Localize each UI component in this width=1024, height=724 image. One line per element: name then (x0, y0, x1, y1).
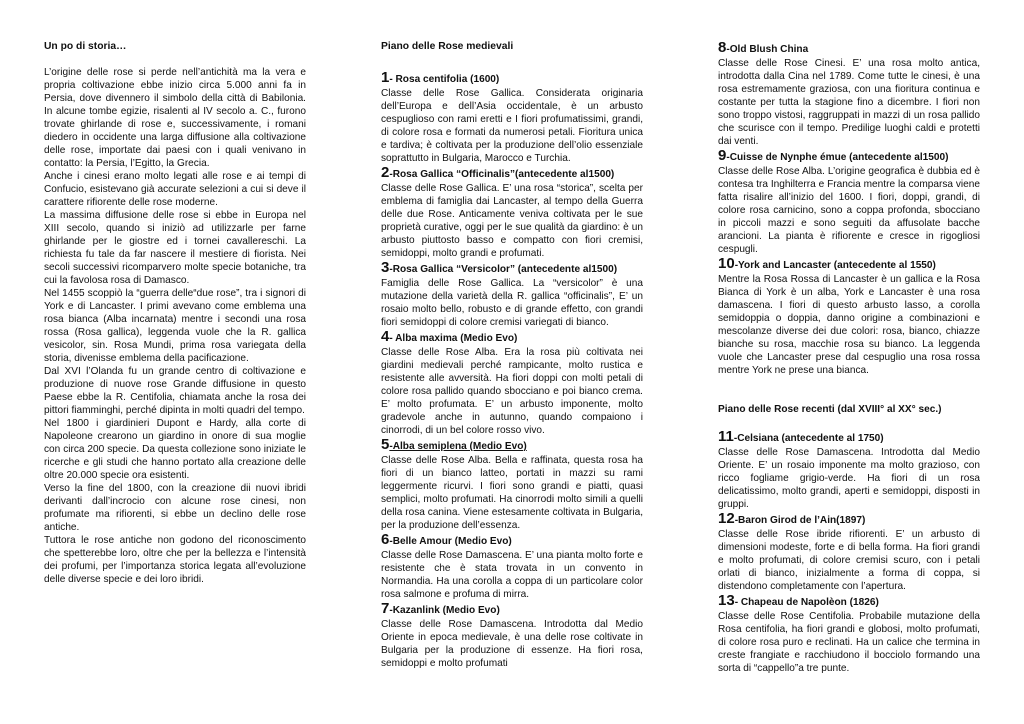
medieval-roses-column (381, 40, 643, 670)
rose-entry-title: 13- Chapeau de Napolèon (1826) (718, 592, 879, 609)
history-paragraph: Dal XVI l’Olanda fu un grande centro di coltivazione e produzione di nuove rose Grande diffusione in questo Paese ebbe la R. Centifolia, chiamata anche la rosa dei pittori fiamminghi, perché dipinta in molti quadri del tempo. (44, 366, 306, 416)
rose-entry-text: Classe delle Rose Centifolia. Probabile mutazione della Rosa centifolia, ha fiori grandi e globosi, molto profumati, di colore rosa puro e reclinati. Ha un calice che termina in creste frangiate e racchiudono il bocciolo formando una sorta di “cappello”a tre punte. (718, 611, 980, 674)
rose-entry-title: 8-Old Blush China (718, 39, 809, 56)
rose-entry-text: Classe delle Rose Cinesi. E’ una rosa molto antica, introdotta dalla Cina nel 1789. Come tutte le cinesi, è una rosa estremamente graziosa, con una fioritura continua e costante per tutta la stagione fino a dicembre. I fiori non sono troppo vistosi, raggruppati in mazzi di un rosa pallido che scurisce con il tempo. Predilige luoghi caldi e protetti dai venti. (718, 58, 980, 147)
rose-entry-title: 2-Rosa Gallica “Officinalis”(antecedente al1500) (381, 164, 615, 181)
rose-entry-title: 9-Cuisse de Nynphe émue (antecedente al1500) (718, 147, 949, 164)
history-paragraph: Nel 1455 scoppiò la “guerra delle“due rose”, tra i signori di York e di Lancaster. I primi avevano come emblema una rosa bianca (Alba incarnata) mentre i secondi una rosa rossa (Rosa gallica), leggenda vuole che la R. gallica vesicolor, sin. Rosa Mundi, prima rosa variegata della storia, divenisse emblema della pacificazione. (44, 288, 306, 364)
rose-entry-text: Classe delle Rose Damascena. E’ una pianta molto forte e resistente che è stata trovata in un convento in Normandia. Ha una corolla a coppa di un particolare color rosa salmone e profuma di mirra. (381, 550, 643, 600)
rose-entry-title: 3-Rosa Gallica “Versicolor” (antecedente al1500) (381, 259, 618, 276)
rose-entry-title: 1- Rosa centifolia (1600) (381, 69, 500, 86)
rose-entry-text: Famiglia delle Rose Gallica. La “versicolor” è una mutazione della varietà della R. gallica “officinalis”, E’ un rosaio molto bello, robusto e di grande effetto, con grandi fiori semidoppi di colore cremisi variegati di bianco. (381, 278, 643, 328)
rose-entry-title: 6-Belle Amour (Medio Evo) (381, 531, 512, 548)
history-paragraph: L’origine delle rose si perde nell’antichità ma la vera e propria coltivazione ebbe inizio circa 5.000 anni fa in Persia, dove divennero il simbolo della città di Babilonia. In alcune tombe egizie, risalenti al IV secolo a. C., furono trovate ghirlande di rose e, successivamente, i romani diedero in occidente una larga diffusione alla coltivazione delle rose, importate dai paesi con i quali venivano in contatto: la Persia, l’Egitto, la Grecia. (44, 67, 306, 169)
history-paragraph: Verso la fine del 1800, con la creazione dii nuovi ibridi derivanti dall’incrocio con alcune rose cinesi, non profumate ma rifiorenti, si ebbe un declino delle rose antiche. (44, 483, 306, 533)
section-spacer (718, 377, 980, 403)
rose-entry-title: 4- Alba maxima (Medio Evo) (381, 328, 518, 345)
rose-entry-text: Classe delle Rose Gallica. E’ una rosa “storica”, scelta per emblema di famiglia dai Lancaster, al tempo della Guerra delle due Rose. Anticamente veniva coltivata per le sue proprietà curative, oggi per le sue qualità da giardino: è un arbusto piuttosto basso e compatto con fiori cremisi, semidoppi, molto grandi e profumati. (381, 183, 643, 259)
medieval-heading: Piano delle Rose medievali (381, 41, 514, 52)
rose-entry-text: Classe delle Rose Alba. Era la rosa più coltivata nei giardini medievali perché rampicante, molto rustica e resistente alle avversità. Ha fiori doppi con molti petali di colore rosa pallido quando sbocciano e poi bianco crema. E’ molto profumata. E’ un arbusto imponente, molto gradevole anche in autunno, quando compaiono i cinorrodi, di un bel colore rosso vivo. (381, 347, 643, 436)
rose-entry-title: 10-York and Lancaster (antecedente al 1550) (718, 255, 936, 272)
history-paragraph: Anche i cinesi erano molto legati alle rose e ai tempi di Confucio, esistevano già accurate selezioni a cui si deve il carattere rifiorente delle rose moderne. (44, 171, 306, 208)
rose-entry-text: Classe delle Rose ibride rifiorenti. E’ un arbusto di dimensioni modeste, forte e di bella forma. Ha fiori grandi e molto profumati, di colore cremisi scuro, con i petali orlati di bianco, inizialmente a forma di coppa, si distendono completamente con l’apertura. (718, 529, 980, 592)
history-column (44, 40, 306, 586)
rose-entry-text: Mentre la Rosa Rossa di Lancaster è un gallica e la Rosa Bianca di York è un alba, York e Lancaster è una rosa damascena. I fiori di questo arbusto lasso, a corolla semidoppia o doppia, danno origine a combinazioni e mescolanze diverse dei due colori: rosa, bianco, chiazze bianche su rosa, macchie rosa su bianco. La leggenda vuole che Lancaster prese dal cespuglio una rosa rossa mentre York ne prese una bianca. (718, 274, 980, 376)
rose-entry-text: Classe delle Rose Alba. Bella e raffinata, questa rosa ha fiori di un bianco latteo, portati in mazzi su rami leggermente ricurvi. I fiori sono grandi e piatti, quasi semplici, molto profumati. Ha cinorrodi molto simili a quelli della rosa canina. Viene estesamente coltivata in Bulgaria, per la produzione dell’essenza. (381, 455, 643, 531)
rose-entry-text: Classe delle Rose Damascena. Introdotta dal Medio Oriente. E’ un rosaio imponente ma molto grazioso, con ricco fogliame grigio-verde. Ha fiori di un rosa delicatissimo, molto grandi, aperti e semidoppi, disposti in gruppi. (718, 447, 980, 510)
history-paragraph: La massima diffusione delle rose si ebbe in Europa nel XIII secolo, quando si iniziò ad utilizzarle per farne ghirlande per le giostre ed i tornei cavallereschi. La richiesta fu tale da far nascere il mestiere di fiorista. Nei secoli successivi ricomparvero molte specie botaniche, tra cui la favolosa rosa di Damasco. (44, 210, 306, 286)
history-paragraph: Tuttora le rose antiche non godono del riconoscimento che spetterebbe loro, oltre che per la bellezza e l’intensità dei profumi, per l’importanza storica legata all’evoluzione delle diverse specie e dei loro ibridi. (44, 535, 306, 585)
rose-entry-title: 11-Celsiana (antecedente al 1750) (718, 428, 884, 445)
rose-entry-text: Classe delle Rose Gallica. Considerata originaria dell’Europa e dell’Asia occidentale, è un arbusto cespuglioso con rami eretti e I fiori profumatissimi, grandi, di colore rosa e formati da numerosi petali. Fioritura unica e tardiva; è coltivata per la produzione dell’olio essenziale soprattutto in Bulgaria, Marocco e Turchia. (381, 88, 643, 164)
rose-entry-title: 5-Alba semiplena (Medio Evo) (381, 436, 527, 453)
history-paragraph: Nel 1800 i giardinieri Dupont e Hardy, alla corte di Napoleone crearono un giardino in onore di sua moglie con circa 200 specie. Da questa collezione sono iniziate le ricerche e gli studi che hanno portato alla creazione delle oltre 20.000 specie ora esistenti. (44, 418, 306, 481)
rose-entry-title: 7-Kazanlink (Medio Evo) (381, 600, 500, 617)
rose-entry-text: Classe delle Rose Damascena. Introdotta dal Medio Oriente in epoca medievale, è una delle rose coltivate in Bulgaria per la produzione di essenze. Ha fiori rosa, semidoppi e molto profumati (381, 619, 643, 669)
rose-entry-text: Classe delle Rose Alba. L’origine geografica è dubbia ed è contesa tra Inghilterra e Francia mentre la comparsa viene fatta risalire all’inizio del 1600. I fiori, doppi, grandi, di colore rosa carnicino, sono a coppa profonda, sbocciano in piccoli mazzi e sono seguiti da affusolate bacche arancioni. La pianta è rifiorente e cresce in rigogliosi cespugli. (718, 166, 980, 255)
history-heading: Un po di storia… (44, 41, 127, 52)
rose-entry-title: 12-Baron Girod de l’Ain(1897) (718, 510, 866, 527)
roses-column-right (718, 40, 980, 675)
recent-heading: Piano delle Rose recenti (dal XVIII° al XX° sec.) (718, 404, 942, 415)
